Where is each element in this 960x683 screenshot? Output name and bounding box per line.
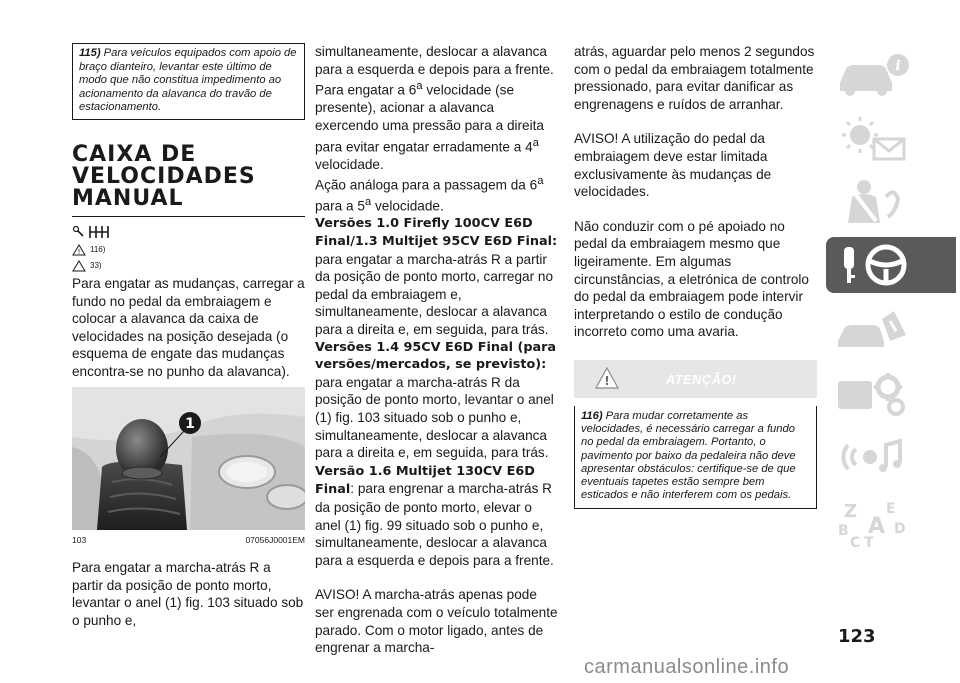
gear-lever-illustration <box>72 387 305 530</box>
svg-text:E: E <box>886 501 896 517</box>
note-triangle-icon <box>72 260 86 272</box>
multimedia-icon <box>834 433 914 481</box>
attention-triangle-icon <box>594 366 620 390</box>
reverse-gear-paragraph: Para engatar a marcha-atrás R a partir da posição de ponto morto, levantar o anel (1) fig. 103 situado sob o punho e, <box>72 560 304 628</box>
tab-multimedia[interactable] <box>826 429 956 485</box>
paragraph-1-4-reverse: para engatar a marcha-atrás R da posição de ponto morto, levantar o anel (1) fig. 103 situado sob o punho e, simultaneamente, deslocar a alavanca para a direita e, em seguida, para trás. <box>315 374 554 461</box>
page-number: 123 <box>838 626 876 647</box>
gear-lever-figure <box>72 387 305 530</box>
column-middle <box>315 43 558 657</box>
tab-starting-driving[interactable] <box>826 237 956 293</box>
warning-text: Para mudar corretamente as velocidades, é necessário carregar a fundo no pedal da embraiagem. Portanto, o pavimento por baixo da pedaleira não deve apresentar obstáculos: certifique-se de que eventuais tapetes estão sempre bem esticados e não interferem com os pedais. <box>581 409 796 502</box>
svg-text:T: T <box>864 535 874 549</box>
svg-text:B: B <box>838 523 849 539</box>
figure-number: 103 <box>72 534 87 545</box>
watermark: carmanualsonline.info <box>584 656 790 678</box>
paragraph-1-6-reverse: Versão 1.6 Multijet 130CV E6D Final: para engrenar a marcha-atrás R da posição de ponto morto, elevar o anel (1) fig. 99 situado sob o punho e, simultaneamente, deslocar a alavanca para a esquerda e depois para a frente. <box>315 463 554 568</box>
paragraph-aviso-clutch: AVISO! A utilização do pedal da embraiagem deve estar limitada exclusivamente às mudanças de velocidades. <box>574 131 772 200</box>
emergency-car-icon <box>834 305 914 353</box>
warning-text: Para veículos equipados com apoio de braço dianteiro, levantar este último de modo que não constitua impedimento ao acionamento da alavanca do travão de estacionamento. <box>79 47 297 114</box>
key-steering-wheel-icon <box>834 241 914 289</box>
warning-triangle-icon <box>72 244 86 256</box>
svg-text:C: C <box>850 535 861 549</box>
warning-ref-number: 116) <box>90 245 106 255</box>
svg-text:!: ! <box>604 373 610 388</box>
tab-car-info[interactable] <box>826 45 956 101</box>
paragraph-wait: atrás, aguardar pelo menos 2 segundos com o pedal da embraiagem totalmente pressionado, para evitar danificar as engrenagens e ruídos de arranhar. <box>574 44 815 112</box>
svg-text:D: D <box>894 521 906 537</box>
paragraph-firefly-reverse: para engatar a marcha-atrás R a partir da posição de ponto morto, carregar no pedal da embraiagem e, simultaneamente, deslocar a alavanca para a direita e, em seguida, para trás. <box>315 251 554 338</box>
warning-ref: 116) <box>581 409 603 422</box>
warning-box-116 <box>574 406 817 509</box>
figure-callout: 1 <box>185 415 195 432</box>
section-icons <box>72 223 305 241</box>
heading-1-4: Versões 1.4 95CV E6D Final (para versões/mercados, se previsto): <box>315 339 557 373</box>
note-reference <box>72 259 305 273</box>
svg-text:i: i <box>895 58 901 74</box>
section-divider <box>72 216 305 217</box>
tab-maintenance[interactable] <box>826 365 956 421</box>
attention-banner <box>574 360 817 398</box>
index-letters-icon <box>834 497 914 549</box>
attention-label: ATENÇÃO! <box>666 371 737 387</box>
svg-text:!: ! <box>77 247 81 256</box>
tab-emergency[interactable] <box>826 301 956 357</box>
note-ref-number: 33) <box>90 261 102 271</box>
car-info-icon <box>834 49 914 97</box>
paragraph-6th-gear: Para engatar a 6$^a$ velocidade (se presente), acionar a alavanca exercendo uma pressão para a direita para evitar engatar erradamente a 4$^a$ velocidade. <box>315 80 544 172</box>
paragraph-aviso-reverse: AVISO! A marcha-atrás apenas pode ser engrenada com o veículo totalmente parado. Com o motor ligado, antes de engrenar a marcha- <box>315 587 558 656</box>
maintenance-gears-icon <box>834 369 914 417</box>
figure-code: 07056J0001EM <box>245 534 305 545</box>
column-right <box>574 43 817 509</box>
heading-firefly-multijet: Versões 1.0 Firefly 100CV E6D Final/1.3 Multijet 95CV E6D Final: <box>315 216 558 250</box>
gearbox-pattern-icon <box>88 224 112 240</box>
tab-index[interactable] <box>826 493 956 549</box>
figure-caption <box>72 532 305 550</box>
tab-lights-warnings[interactable] <box>826 109 956 165</box>
paragraph-6th-to-5th: Ação análoga para a passagem da 6$^a$ para a 5$^a$ velocidade. <box>315 175 544 214</box>
warning-ref: 115) <box>79 47 101 59</box>
chapter-tabs <box>826 45 956 557</box>
column-left <box>72 43 305 630</box>
svg-text:A: A <box>868 514 886 539</box>
heading-1-6: Versão 1.6 Multijet 130CV E6D Final <box>315 463 535 498</box>
tab-safety[interactable] <box>826 173 956 229</box>
paragraph-1: simultaneamente, deslocar a alavanca para a esquerda e depois para a frente. <box>315 44 554 77</box>
intro-paragraph: Para engatar as mudanças, carregar a fundo no pedal da embraiagem e colocar a alavanca da caixa de velocidades na posição desejada (o esquema de engate das mudanças encontra-se no punho da alavanca). <box>72 275 305 379</box>
paragraph-foot-on-pedal: Não conduzir com o pé apoiado no pedal da embraiagem mesmo que ligeiramente. Em algumas circunstâncias, a eletrónica de controlo do pedal da embraiagem pode intervir interpretando o estilo de condução incorreto como uma avaria. <box>574 218 809 340</box>
warning-box-115 <box>72 43 305 120</box>
seat-safety-icon <box>834 177 914 225</box>
section-title: CAIXA DE VELOCIDADES MANUAL <box>72 141 256 211</box>
gear-shift-icon <box>72 225 86 239</box>
svg-text:Z: Z <box>844 501 858 522</box>
lights-warning-icon <box>834 113 914 161</box>
warning-reference <box>72 243 305 257</box>
